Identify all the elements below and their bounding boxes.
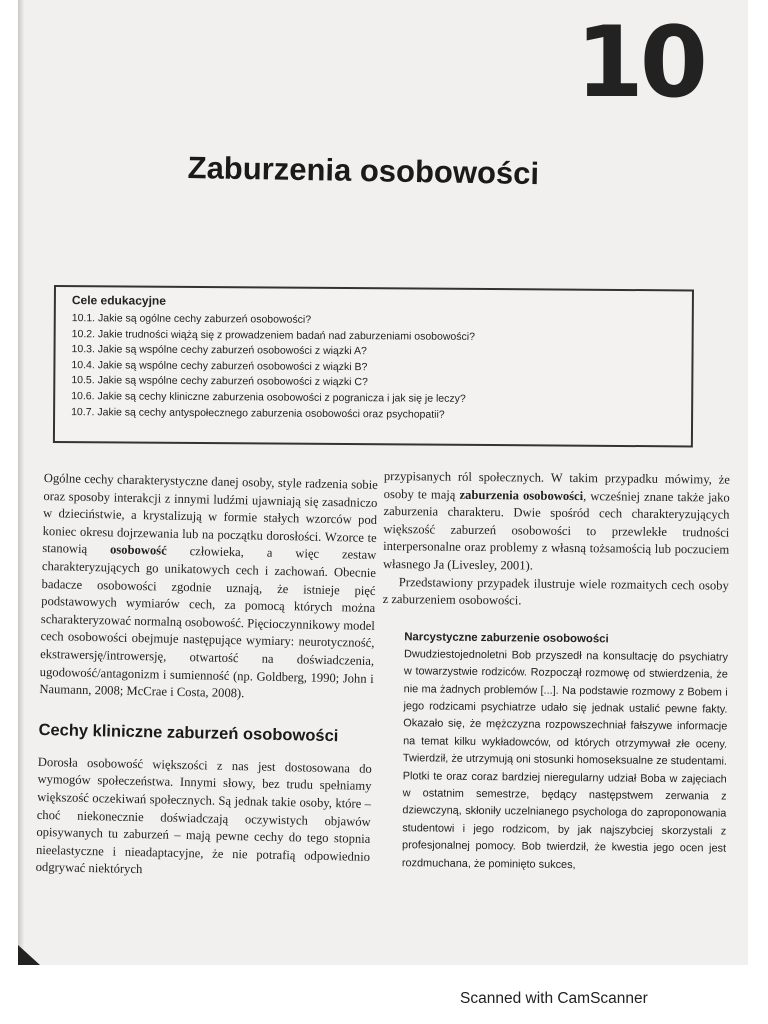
objective-item: 10.1. Jakie są ogólne cechy zaburzeń osobowości? xyxy=(71,312,312,326)
intro-paragraph xyxy=(39,470,378,706)
continued-paragraph xyxy=(383,468,730,577)
text-run: człowieka, a więc zestaw charakteryzujących go unikatowych cech i zachowań. Obecnie badacze osobowości zgodnie uznają, że istnieje pięć podstawowych wymiarów cech, za pomocą których można scharakteryzować normalną osobowość. Pięcioczynnikowy model cech osobowości obejmuje następujące wymiary: neurotyczność, ekstrawersję/introwersję, otwartość na doświadczenia, ugodowość/antagonizm i sumienność (np. Goldberg, 1990; John i Naumann, 2008; McCrae i Costa, 2008). xyxy=(39,543,377,701)
right-column xyxy=(380,468,730,876)
case-heading: Narcystyczne zaburzenie osobowości xyxy=(404,630,609,646)
objective-item: 10.4. Jakie są wspólne cechy zaburzeń osobowości z wiązki B? xyxy=(71,358,368,373)
scanner-watermark: Scanned with CamScanner xyxy=(460,990,648,1007)
chapter-title: Zaburzenia osobowości xyxy=(187,150,540,192)
case-text: Dwudziestojednoletni Bob przyszedł na konsultację do psychiatry w towarzystwie rodziców. Rozpoczął rozmowę od stwierdzenia, że nie ma żadnych problemów [...]. Na podstawie rozmowy z Bobem i jego rodzicami psychiatrze udało się jednak ustalić pewne fakty. Okazało się, że mężczyzna rozpowszechniał fałszywe informacje na temat kilku wykładowców, od których otrzymywał złe oceny. Twierdził, że utrzymują oni stosunki homoseksualne ze studentami. Plotki te oraz coraz bardziej nieregularny udział Boba w zajęciach w ostatnim semestrze, będący następstwem zerwania z dziewczyną, skłoniły uczelnianego psychologa do zaproponowania studentowi i jego rodzicom, by jak najszybciej skorzystali z profesjonalnej pomocy. Bob twierdził, że kwestia jego ocen jest rozdmuchana, że pominięto sukces, xyxy=(401,647,729,871)
bold-term-zaburzenia-osobowosci: zaburzenia osobowości xyxy=(459,487,584,503)
page-edge-shadow xyxy=(18,0,24,965)
chapter-number: 10 xyxy=(575,6,704,120)
objective-item: 10.2. Jakie trudności wiążą się z prowadzeniem badań nad zaburzeniami osobowości? xyxy=(71,327,476,343)
bold-term-osobowosc: osobowość xyxy=(109,542,167,558)
objectives-heading: Cele edukacyjne xyxy=(71,293,167,308)
text-run: Ogólne cechy charakterystyczne danej osoby, style radzenia sobie oraz sposoby interakcji z innymi ludźmi ujawniają się zasadniczo w dzieciństwie, a krystalizują w formie stałych wzorców pod koniec okresu dojrzewania lub na początku dorosłości. Wzorce te stanowią xyxy=(42,470,378,557)
section-paragraph: Dorosła osobowość większości z nas jest dostosowana do wymogów społeczeństwa. Innymi słowy, bez trudu spełniamy większość oczekiwań społecznych. Są jednak takie osoby, które – choć niekonecznie doświadczają oczywistych objawów opisywanych tu zaburzeń – mają pewne cechy do tego stopnia nieelastyczne i nieadaptacyjne, że nie potrafią odpowiednio odgrywać niektórych xyxy=(35,754,372,877)
objective-item: 10.5. Jakie są wspólne cechy zaburzeń osobowości z wiązki C? xyxy=(71,374,368,389)
left-column xyxy=(35,470,377,884)
text-run: , wcześniej znane także jako zaburzenia charakteru. Dwie spośród cech charakteryzujących większość zaburzeń osobowości to przewlekłe trudności interpersonalne oraz problemy z własną tożsamością lub poczuciem własnego Ja (Livesley, 2001). xyxy=(382,488,730,573)
case-intro-paragraph: Przedstawiony przypadek ilustruje wiele rozmaitych cech osoby z zaburzeniem osobowości. xyxy=(382,574,729,608)
learning-objectives-box xyxy=(53,285,694,447)
case-study xyxy=(402,631,729,876)
text-run: przypisanych ról społecznych. W takim przypadku mówimy, że osoby te mają xyxy=(383,468,730,502)
section-heading: Cechy kliniczne zaburzeń osobowości xyxy=(38,720,339,745)
objective-item: 10.7. Jakie są cechy antyspołecznego zaburzenia osobowości oraz psychopatii? xyxy=(71,405,445,421)
scanned-page xyxy=(18,0,748,965)
objective-item: 10.3. Jakie są wspólne cechy zaburzeń osobowości z wiązki A? xyxy=(71,343,367,358)
objective-item: 10.6. Jakie są cechy kliniczne zaburzenia osobowości z pogranicza i jak się je leczy? xyxy=(71,390,466,405)
page-corner-mark xyxy=(18,945,40,965)
